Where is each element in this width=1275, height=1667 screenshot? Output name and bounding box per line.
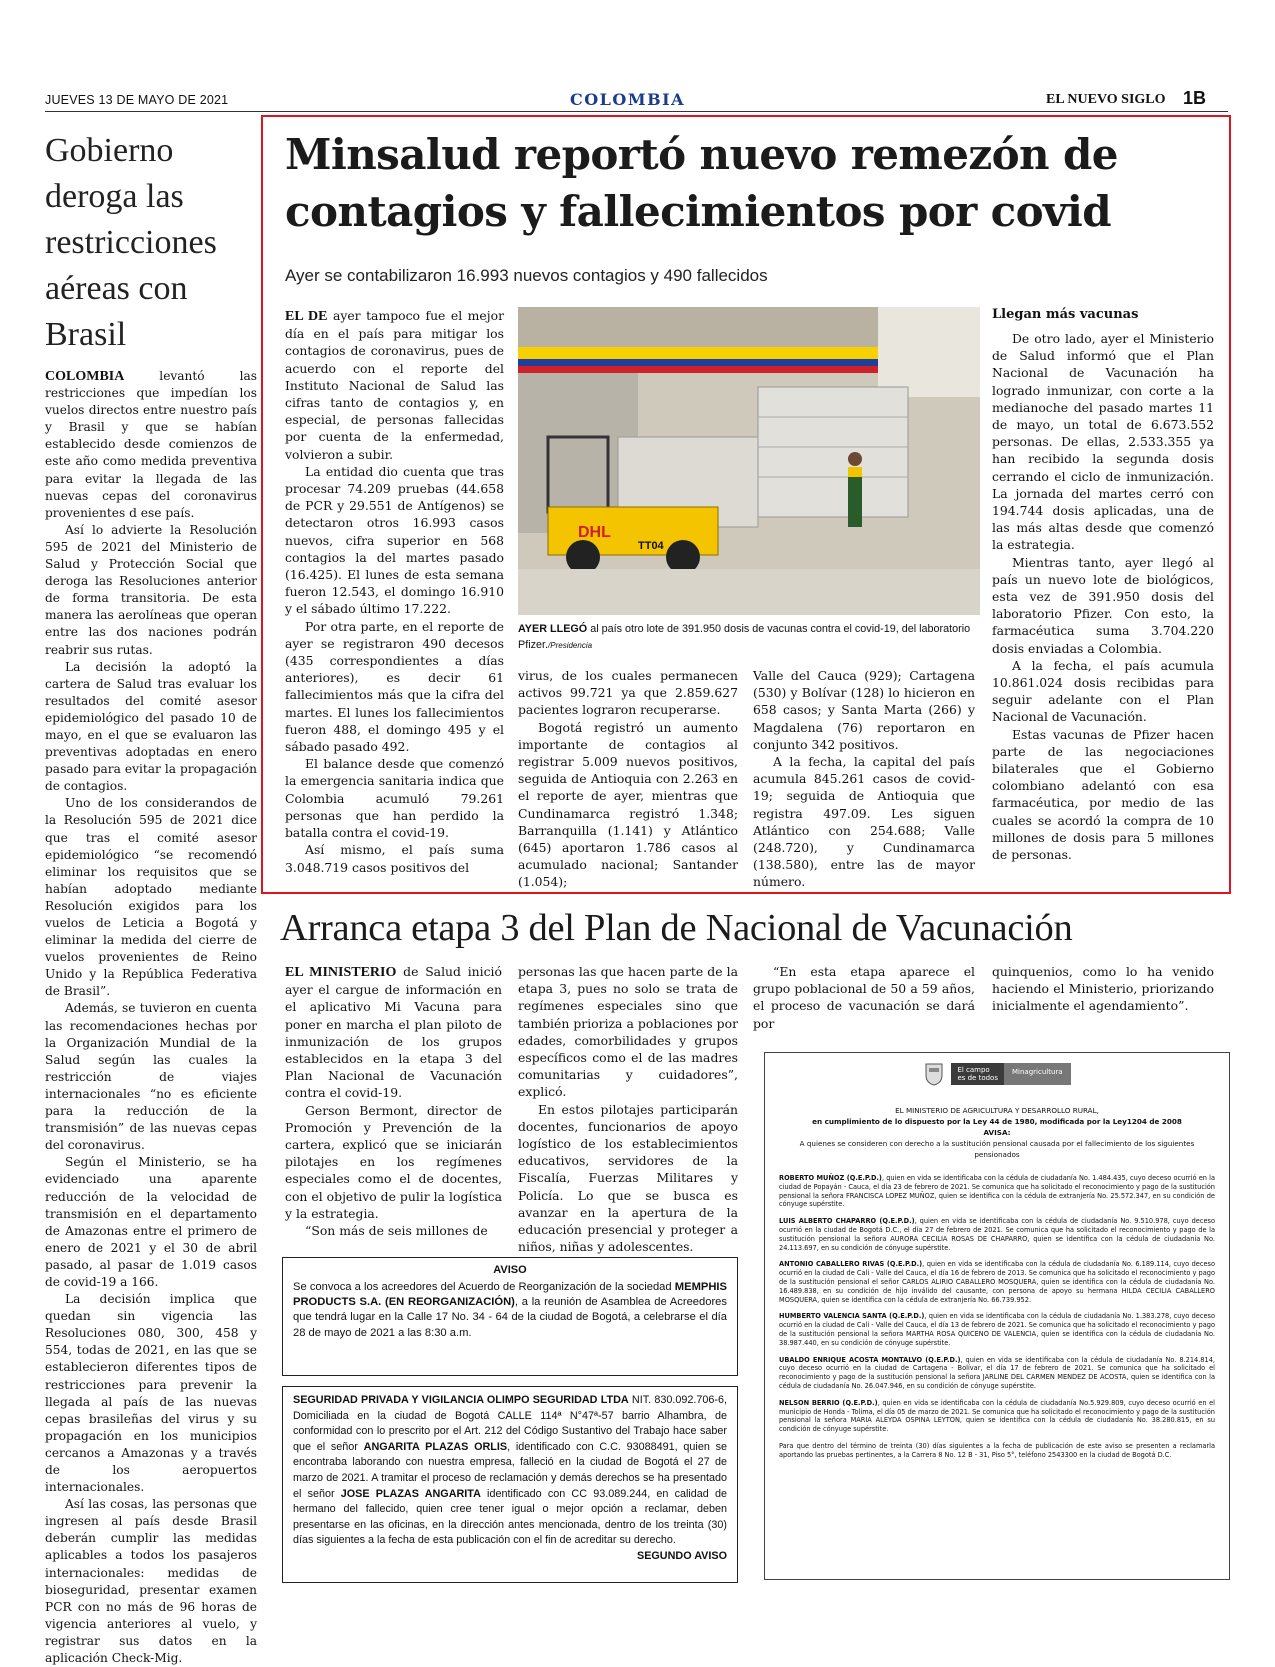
main-deck: Ayer se contabilizaron 16.993 nuevos contagios y 490 fallecidos: [285, 266, 768, 285]
sidebar-paragraph: Según el Ministerio, se ha evidenciado una aparente reducción de la velocidad de transmisión en el departamento de Amazonas entre el primero de enero de 2021 y el 30 de abril pasado, al pasar de 1.019 casos de covid-19 a 166.: [45, 1155, 257, 1289]
sidebar-lead-word: COLOMBIA: [45, 369, 125, 384]
section-title: COLOMBIA: [570, 90, 685, 109]
ministry-logo: [779, 1061, 1215, 1087]
photo-caption-text: al país otro lote de 391.950 dosis de vacunas contra el covid-19, del laboratorio Pfizer.: [518, 623, 971, 651]
main-col-2: [518, 667, 738, 891]
notice-header-2: en cumplimiento de lo dispuesto por la Ley 44 de 1980, modificada por la Ley1204 de 2008: [812, 1117, 1182, 1126]
notice-footer: Para que dentro del término de treinta (30) días siguientes a la fecha de publicación de este aviso se presenten a reclamarla aportando las pruebas pertinentes, a la Carrera 8 No. 12 B - 31, Piso 5°, teléfono 2543300 en la ciudad de Bogotá D.C.: [779, 1441, 1215, 1459]
second-headline: Arranca etapa 3 del Plan de Nacional de Vacunación: [280, 907, 1073, 949]
notice-entry: UBALDO ENRIQUE ACOSTA MONTALVO (Q.E.P.D.), quien en vida se identificaba con la cédula de ciudadanía No. 8.214.814, cuyo deceso ocurrió en la ciudad de Cartagena - Bolívar, el día 17 de febrero de 2021. Se comunica que ha solicitado el reconocimiento y pago de la sustitución pensional la señora JARLINE DEL CARMEN MENDEZ DE ACOSTA, quien se identifica con la cédula de ciudadanía No. 26.047.946, en su condición de cónyuge supérstite.: [779, 1355, 1215, 1390]
main-paragraph: El balance desde que comenzó la emergencia sanitaria indica que Colombia acumuló 79.261 personas que han perdido la batalla contra el covid-19.: [285, 756, 504, 841]
ad-memphis-company: MEMPHIS PRODUCTS S.A. (EN REORGANIZACIÓN): [293, 1281, 727, 1309]
ad-olimpo-company: SEGURIDAD PRIVADA Y VIGILANCIA OLIMPO SEGURIDAD LTDA: [293, 1394, 629, 1406]
vaccine-arrival-photo: [518, 307, 980, 615]
sidebar-paragraph: Así lo advierte la Resolución 595 de 2021 del Ministerio de Salud y Protección Social que deroga las Resoluciones anterior de forma transitoria. De esta manera las aerolíneas que operan entre las dos naciones podrán reabrir sus rutas.: [45, 522, 257, 657]
main-paragraph: Bogotá registró un aumento importante de contagios al registrar 5.009 nuevos positivos, seguida de Antioquia con 2.263 en el reporte de ayer, mientras que Cundinamarca registró 1.348; Barranquilla (1.141) y Atlántico (645) aportaron 1.786 casos al acumulado nacional; Santander (1.054);: [518, 719, 738, 890]
main-col-4: [992, 307, 1214, 863]
main-paragraph: Por otra parte, en el reporte de ayer se registraron 490 decesos (435 correspondientes a días anteriores), es decir 61 fallecimientos más que la cifra del martes. El lunes los fallecimientos fueron 488, el domingo 495 y el sábado pasado 492.: [285, 618, 504, 755]
second-paragraph: quinquenios, como lo ha venido haciendo el Ministerio, priorizando inicialmente el agendamiento”.: [992, 964, 1214, 1014]
ad-olimpo-box: [282, 1386, 738, 1583]
ad-olimpo-text: SEGURIDAD PRIVADA Y VIGILANCIA OLIMPO SEGURIDAD LTDA NIT. 830.092.706-6, Domiciliada en la ciudad de Bogotá CALLE 114ª N°47ª-57 barrio Alhambra, de conformidad con lo prescrito por el Art. 212 del Código Sustantivo del Trabajo hace saber que el señor ANGARITA PLAZAS ORLIS, identificado con C.C. 93088491, quien se encontraba laborando con nuestra empresa, falleció en la ciudad de Bogotá el 27 de marzo de 2021. A tramitar el proceso de reclamación y demás derechos se ha presentado el señor JOSE PLAZAS ANGARITA identificado con CC 93.089.244, en calidad de hermano del fallecido, quien cree tener igual o mejor opción a reclamar, deben presentarse en las oficinas, en la dirección antes mencionada, dentro de los treinta (30) días siguientes a la fecha de esta publicación con el fin de acreditar su derecho. SEGUNDO AVISO: [293, 1393, 727, 1549]
warehouse-scene-illustration: [518, 307, 980, 615]
ad-olimpo-deceased: ANGARITA PLAZAS ORLIS: [363, 1440, 508, 1453]
second-col-4: [992, 963, 1214, 1015]
sidebar-paragraph: La decisión implica que quedan sin vigencia las Resoluciones 080, 300, 458 y 554, todas de 2021, en las que se establecieron diferentes tipos de restricciones para prevenir la llegada al país de las nuevas cepas brasileñas del virus y su propagación en los municipios cercanos a Amazonas y a través de los aeropuertos internacionales.: [45, 1292, 257, 1495]
second-lead-word: EL MINISTERIO: [285, 965, 397, 980]
photo-caption-lead: AYER LLEGÓ: [518, 623, 588, 635]
notice-header-3: AVISA:: [983, 1128, 1011, 1137]
notice-header-4: A quienes se consideren con derecho a la sustitución pensional causada por el fallecimiento de los siguientes pensionados: [799, 1139, 1195, 1159]
second-paragraph: Gerson Bermont, director de Promoción y Prevención de la cartera, explicó que se iniciarán pilotajes en los regímenes especiales como el de docentes, con el objetivo de pulir la logística y la estrategia.: [285, 1102, 502, 1221]
photo-caption: [518, 621, 980, 654]
second-col-1: [285, 963, 502, 1239]
main-col-3: [753, 667, 975, 891]
main-headline: Minsalud reportó nuevo remezón de contagios y fallecimientos por covid: [285, 130, 1118, 236]
notice-entry: HUMBERTO VALENCIA SANTA (Q.E.P.D.), quien en vida se identificaba con la cédula de ciudadanía No. 1.383.278, cuyo deceso ocurrió en la ciudad de Cali - Valle del Cauca, el día 13 de febrero de 2021. Se comunica que ha solicitado el reconocimiento y pago de la sustitución pensional la señora MARTHA ROSA QUICENO DE VALENCIA, quien se identifica con la cédula de ciudadanía No. 38.987.440, en su condición de cónyuge supérstite.: [779, 1312, 1215, 1347]
main-paragraph: A la fecha, la capital del país acumula 845.261 casos de covid-19; seguida de Antioquia que registra 497.09. Les siguen Atlántico con 254.688; Valle (248.720), y Cundinamarca (138.580), entre las de mayor número.: [753, 754, 975, 890]
masthead-rule: [45, 111, 1228, 112]
photo-credit: /Presidencia: [548, 641, 593, 650]
sidebar-paragraph: COLOMBIA levantó las restricciones que impedían los vuelos directos entre nuestro país y Brasil y que se habían establecido desde comienzos de este año como medida preventiva para evitar la llegada de las nuevas cepas del coronavirus provenientes d ese país.: [45, 369, 258, 520]
logo-banner: [951, 1063, 1070, 1085]
ad-memphis-text: Se convoca a los acreedores del Acuerdo de Reorganización de la sociedad MEMPHIS PRODUCTS S.A. (EN REORGANIZACIÓN), a la reunión de Asamblea de Acreedores que tendrá lugar en la Calle 17 No. 34 - 64 de la ciudad de Bogotá, a celebrarse el día 28 de mayo de 2021 a las 8:30 a.m.: [293, 1281, 727, 1339]
second-paragraph: “En esta etapa aparece el grupo poblacional de 50 a 59 años, el proceso de vacunación se dará por: [753, 964, 975, 1031]
ad-olimpo-footer: SEGUNDO AVISO: [637, 1549, 727, 1562]
notice-entry: ROBERTO MUÑOZ (Q.E.P.D.), quien en vida se identificaba con la cédula de ciudadanía No. 1.484.435, cuyo deceso ocurrió en la ciudad de Popayán - Cauca, el día 23 de febrero de 2021. Se comunica que ha solicitado el reconocimiento y pago de la sustitución pensional la señora FRANCISCA LOPEZ MUÑOZ, quien se identifica con la cédula de extranjería No. 25.572.347, en su condición de cónyuge supérstite.: [779, 1174, 1215, 1209]
second-paragraph: personas las que hacen parte de la etapa 3, pues no solo se trata de regímenes especiales sino que también prioriza a poblaciones por edades, comorbilidades y grupos específicos como el de las madres comunitarias y cuidadores”, explicó.: [518, 964, 738, 1100]
main-subhead: Llegan más vacunas: [992, 307, 1139, 322]
paper-name: EL NUEVO SIGLO: [1046, 92, 1166, 107]
sidebar-headline: Gobierno deroga las restricciones aéreas con Brasil: [45, 132, 217, 353]
coat-of-arms-icon: [923, 1061, 945, 1087]
main-paragraph: virus, de los cuales permanecen activos 99.721 ya que 2.859.627 pacientes lograron recuperarse.: [518, 668, 738, 718]
sidebar-story: [45, 128, 257, 1667]
second-paragraph: “Son más de seis millones de: [305, 1223, 488, 1239]
notice-header-1: EL MINISTERIO DE AGRICULTURA Y DESARROLLO RURAL,: [895, 1106, 1099, 1115]
main-col-1: [285, 307, 504, 876]
second-paragraph: EL MINISTERIO de Salud inició ayer el cargue de información en el aplicativo Mi Vacuna para poner en marcha el plan piloto de inmunización de los grupos establecidos en la etapa 3 del Plan Nacional de Vacunación contra el covid-19.: [285, 964, 502, 1101]
logo-line-2: es de todos: [957, 1074, 998, 1082]
main-paragraph: Así mismo, el país suma 3.048.719 casos positivos del: [285, 842, 504, 875]
sidebar-body: [45, 368, 257, 1667]
second-paragraph: En estos pilotajes participarán docentes, funcionarios de apoyo logístico de los establecimientos educativos, servidores de la Fiscalía, Fuerzas Militares y Policía. Lo que se busca es avanzar en la apertura de la educación presencial y proteger a niños, niñas y adolescentes.: [518, 1101, 738, 1255]
truck-number-label: TT04: [638, 540, 664, 552]
main-paragraph: Mientras tanto, ayer llegó al país un nuevo lote de biológicos, esta vez de 391.950 dosis del laboratorio Pfizer. Con esto, la farmacéutica suma 3.704.220 dosis enviadas a Colombia.: [992, 554, 1214, 656]
sidebar-paragraph: Así las cosas, las personas que ingresen al país desde Brasil deberán cumplir las medidas aplicables a todos los pasajeros internacionales: medidas de bioseguridad, presentar examen PCR con no más de 96 horas de vigencia anteriores al vuelo, y registrar sus datos en la aplicación Check-Mig.: [45, 1497, 257, 1666]
ad-olimpo-claimant: JOSE PLAZAS ANGARITA: [340, 1487, 481, 1500]
main-paragraph: Valle del Cauca (929); Cartagena (530) y Bolívar (128) lo hicieron en 658 casos; y Santa Marta (266) y Magdalena (76) reportaron en conjunto 342 positivos.: [753, 668, 975, 752]
sidebar-paragraph: Además, se tuvieron en cuenta las recomendaciones hechas por la Organización Mundial de la Salud según las cuales la restricción de viajes internacionales “no es eficiente para la reducción de la transmisión” de las nuevas cepas del coronavirus.: [45, 1001, 257, 1153]
main-paragraph: De otro lado, ayer el Ministerio de Salud informó que el Plan Nacional de Vacunación ha logrado inmunizar, con corte a la medianoche del pasado martes 11 de mayo, un total de 6.673.552 personas. De ellas, 2.533.355 ya han recibido la segunda dosis cerrando el ciclo de inmunización. La jornada del martes cerró con 194.744 dosis aplicadas, una de las más altas desde que comenzó la estrategia.: [992, 331, 1214, 553]
notice-entry: ANTONIO CABALLERO RIVAS (Q.E.P.D.), quien en vida se identificaba con la cédula de ciudadanía No. 6.189.114, cuyo deceso ocurrió en la ciudad de Cali - Valle del Cauca, el día 16 de febrero de 2013. Se comunica que ha solicitado el reconocimiento y pago de la sustitución pensional el señor CARLOS ALIRIO CABALLERO MOSQUERA, quien se identifica con la cédula de ciudadanía No. 16.489.838, en su condición de hijo inválido del causante, con persona de apoyo su hermana HILDA CECILIA CABALLERO MOSQUERA, quien se identifica con la cédula de extranjería No. 66.739.952.: [779, 1260, 1215, 1304]
page-number: 1B: [1183, 88, 1207, 108]
notice-entry: LUIS ALBERTO CHAPARRO (Q.E.P.D.), quien en vida se identificaba con la cédula de ciudadanía No. 9.510.978, cuyo deceso ocurrió en la ciudad de Bogotá D.C., el día 27 de febrero de 2021. Se comunica que ha solicitado el reconocimiento y pago de la sustitución pensional la señora AURORA CECILIA ROSAS DE CHAPARRO, quien se identifica con la cédula de ciudadanía No. 24.113.697, en su condición de cónyuge supérstite.: [779, 1217, 1215, 1252]
ad-memphis-title: AVISO: [493, 1264, 527, 1276]
main-paragraph: A la fecha, el país acumula 10.861.024 dosis recibidas para seguir adelante con el Plan Nacional de Vacunación.: [992, 657, 1214, 725]
ad-memphis-box: [282, 1257, 738, 1376]
sidebar-paragraph: Uno de los considerandos de la Resolución 595 de 2021 dice que tras el comité asesor epidemiológico “se recomendó eliminar los requisitos que se habían adoptado mediante Resolución exigidos para los vuelos de Leticia a Bogotá y eliminar la medida del cierre de vuelos provenientes de Reino Unido y la República Federativa de Brasil”.: [45, 796, 257, 999]
main-paragraph: EL DE ayer tampoco fue el mejor día en el país para mitigar los contagios de coronavirus, pues de acuerdo con el reporte del Instituto Nacional de Salud las cifras tanto de contagios y, en especial, de personas fallecidas por cuenta de la enfermedad, volvieron a subir.: [285, 308, 504, 462]
logo-ministry-name: Minagricultura: [1004, 1063, 1071, 1085]
truck-logo-label: DHL: [578, 524, 611, 541]
main-lead-word: EL DE: [285, 309, 328, 324]
main-paragraph: Estas vacunas de Pfizer hacen parte de las negociaciones bilaterales que el Gobierno colombiano adelantó con esa farmacéutica, por medio de las cuales se acordó la compra de 10 millones de dosis para 5 millones de personas.: [992, 726, 1214, 863]
main-col-4-body: [992, 330, 1214, 863]
notice-entries: [779, 1174, 1215, 1460]
second-col-2: [518, 963, 738, 1255]
ministry-notice-box: [764, 1052, 1230, 1580]
second-col-3: [753, 963, 975, 1032]
sidebar-paragraph: La decisión la adoptó la cartera de Salud tras evaluar los resultados del comité asesor epidemiológico del pasado 10 de mayo, en el que se evaluaron las preventivas adoptadas en enero pasado para evitar la propagación de contagios.: [45, 659, 257, 794]
main-paragraph: La entidad dio cuenta que tras procesar 74.209 pruebas (44.658 de PCR y 29.551 de Antígenos) se detectaron otros 16.993 casos nuevos, cifra superior en 568 contagios la del martes pasado (16.425). El lunes de esta semana fueron 12.543, el domingo 16.910 y el sábado último 17.222.: [285, 463, 504, 617]
notice-entry: NELSON BERRIO (Q.E.P.D.), quien en vida se identificaba con la cédula de ciudadanía No.5.929.809, cuyo deceso ocurrió en el municipio de Honda - Tolima, el día 05 de marzo de 2021. Se comunica que ha solicitado el reconocimiento y pago de la sustitución pensional la señora MARIA ALEYDA OSPINA LEYTON, quien se identifica con la cédula de ciudadanía No. 38.280.815, en su condición de cónyuge supérstite.: [779, 1398, 1215, 1434]
issue-date: JUEVES 13 DE MAYO DE 2021: [45, 93, 229, 107]
logo-line-1: El campo: [957, 1066, 990, 1074]
